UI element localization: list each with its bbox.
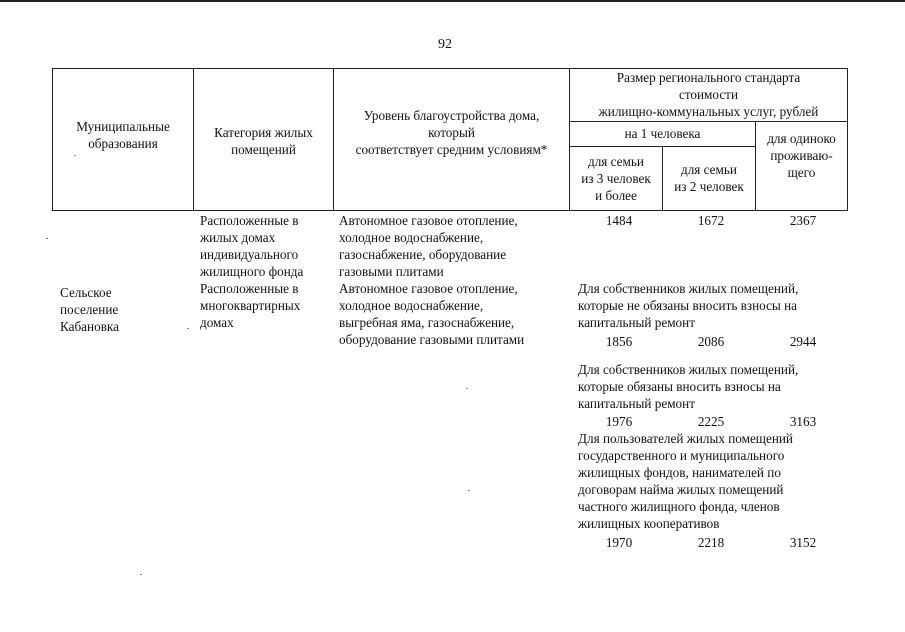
standard-divider xyxy=(569,121,847,122)
row2-category: Расположенные в многоквартирных домах xyxy=(200,281,301,330)
group1-caption: Для собственников жилых помещений, которые не обязаны вносить взносы на капитальный ремонт xyxy=(578,281,799,330)
row1-value-family2: 1672 xyxy=(697,213,725,228)
group2-value-single: 3163 xyxy=(789,414,817,429)
scan-top-edge xyxy=(0,0,905,2)
scan-speck xyxy=(74,155,76,156)
header-level: Уровень благоустройства дома, который соответствует средним условиям* xyxy=(355,108,548,157)
header-family2: для семьи из 2 человек xyxy=(674,162,744,194)
scan-speck xyxy=(187,328,189,329)
header-per-person: на 1 человека xyxy=(624,126,701,141)
row1-value-family3: 1484 xyxy=(605,213,633,228)
row1-category: Расположенные в жилых домах индивидуального жилищного фонда xyxy=(200,213,304,279)
row2-level: Автономное газовое отопление, холодное водоснабжение, выгребная яма, газоснабжение, оборудование газовыми плитами xyxy=(339,281,525,347)
header-family3: для семьи из 3 человек и более xyxy=(581,154,651,203)
row1-level: Автономное газовое отопление, холодное водоснабжение, газоснабжение, оборудование газовыми плитами xyxy=(339,213,518,279)
header-bottom-border xyxy=(52,210,847,211)
group2-value-family2: 2225 xyxy=(697,414,725,429)
group1-value-family3: 1856 xyxy=(605,334,633,349)
group1-value-single: 2944 xyxy=(789,334,817,349)
scan-speck xyxy=(466,388,468,389)
header-standard: Размер регионального стандарта стоимости жилищно-коммунальных услуг, рублей xyxy=(598,70,819,119)
group1-value-family2: 2086 xyxy=(697,334,725,349)
group3-value-family2: 2218 xyxy=(697,535,725,550)
group3-value-family3: 1970 xyxy=(605,535,633,550)
header-municipal: Муниципальные образования xyxy=(76,119,170,151)
col-border-6 xyxy=(847,68,848,211)
scan-speck xyxy=(46,238,48,239)
scan-speck xyxy=(468,490,470,491)
municipality-name: Сельское поселение Кабановка xyxy=(60,285,119,334)
group2-value-family3: 1976 xyxy=(605,414,633,429)
row1-value-single: 2367 xyxy=(789,213,817,228)
scan-speck xyxy=(140,574,142,575)
header-single: для одиноко проживаю- щего xyxy=(767,131,836,180)
group3-value-single: 3152 xyxy=(789,535,817,550)
page-number: 92 xyxy=(438,37,452,52)
header-category: Категория жилых помещений xyxy=(214,125,313,157)
group2-caption: Для собственников жилых помещений, которые обязаны вносить взносы на капитальный ремонт xyxy=(578,362,799,411)
group3-caption: Для пользователей жилых помещений государственного и муниципального жилищных фондов, нанимателей по договорам найма жилых помещений частного жилищного фонда, членов жилищных кооперативов xyxy=(578,431,793,531)
